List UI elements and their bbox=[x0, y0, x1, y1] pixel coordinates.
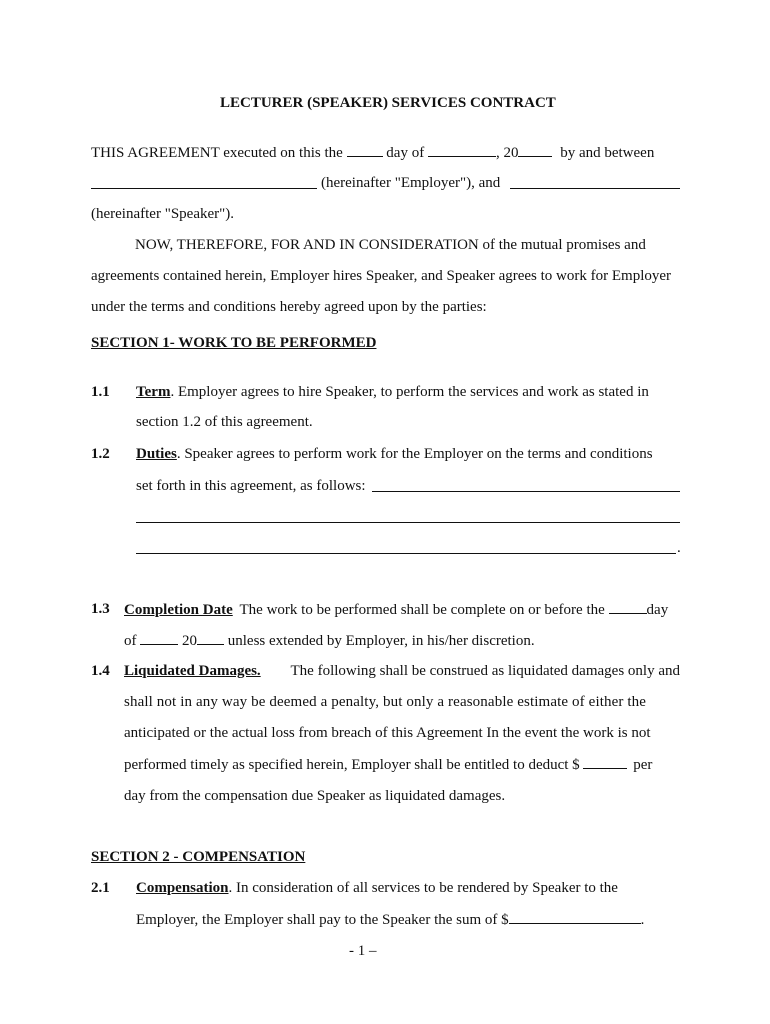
consideration-text-1: NOW, THEREFORE, FOR AND IN CONSIDERATION of the mutual promises and bbox=[135, 237, 646, 253]
compensation-amount-blank[interactable] bbox=[509, 910, 641, 924]
compensation-label: Compensation bbox=[136, 880, 229, 896]
consideration-text-2: agreements contained herein, Employer hires Speaker, and Speaker agrees to work for Employer bbox=[91, 268, 672, 284]
intro-line-2: (hereinafter "Employer"), and bbox=[321, 175, 501, 191]
section-1-2-number: 1.2 bbox=[91, 446, 110, 462]
employer-name-blank[interactable] bbox=[91, 188, 317, 189]
section-1-1-line-1 bbox=[136, 383, 649, 401]
duties-period: . bbox=[677, 540, 681, 556]
intro-text-c: , 20 bbox=[495, 145, 519, 161]
section-1-3-line-2 bbox=[124, 631, 535, 650]
deduct-amount-blank[interactable] bbox=[583, 755, 627, 769]
section-1-1-line-2: section 1.2 of this agreement. bbox=[136, 414, 313, 430]
compensation-period: . bbox=[640, 912, 645, 928]
section-1-4-line-5: day from the compensation due Speaker as liquidated damages. bbox=[124, 788, 506, 804]
consideration-line-3: under the terms and conditions hereby agreed upon by the parties: bbox=[91, 299, 487, 315]
term-text: . Employer agrees to hire Speaker, to perform the services and work as stated in bbox=[170, 384, 649, 400]
section-1-1-number: 1.1 bbox=[91, 384, 110, 400]
deduct-text: performed timely as specified herein, Employer shall be entitled to deduct $ bbox=[124, 757, 580, 773]
compensation-sum-text: Employer, the Employer shall pay to the Speaker the sum of $ bbox=[136, 912, 509, 928]
completion-day-word: day bbox=[646, 602, 669, 618]
section-1-4-number: 1.4 bbox=[91, 663, 110, 679]
section-1-4-line-1 bbox=[124, 662, 680, 680]
consideration-line-2 bbox=[91, 267, 680, 285]
section-1-4-line-2: shall not in any way be deemed a penalty, but only a reasonable estimate of either the bbox=[124, 694, 647, 710]
intro-text-d: by and between bbox=[560, 145, 655, 161]
section-1-4-line-4 bbox=[124, 755, 652, 774]
completion-year-prefix: 20 bbox=[182, 633, 197, 649]
completion-of-word: of bbox=[124, 633, 137, 649]
duties-blank-3[interactable] bbox=[136, 553, 676, 554]
speaker-name-blank[interactable] bbox=[510, 188, 680, 189]
term-label: Term bbox=[136, 384, 171, 400]
document-title: LECTURER (SPEAKER) SERVICES CONTRACT bbox=[220, 95, 556, 111]
section-1-4-line-3: anticipated or the actual loss from breach of this Agreement In the event the work is not bbox=[124, 725, 651, 741]
completion-day-blank[interactable] bbox=[609, 600, 647, 614]
consideration-line-1 bbox=[135, 236, 680, 254]
completion-date-label: Completion Date bbox=[124, 602, 233, 618]
completion-year-blank[interactable] bbox=[197, 631, 224, 645]
day-blank[interactable] bbox=[347, 143, 383, 157]
section-1-2-line-1 bbox=[136, 445, 653, 463]
completion-text-end: unless extended by Employer, in his/her discretion. bbox=[227, 633, 535, 649]
deduct-per: per bbox=[633, 757, 653, 773]
year-blank[interactable] bbox=[518, 143, 552, 157]
section-2-1-number: 2.1 bbox=[91, 880, 110, 896]
section-1-3-line-1 bbox=[124, 600, 668, 619]
intro-text-a: THIS AGREEMENT executed on this the bbox=[91, 145, 343, 161]
liquidated-damages-text-1: The following shall be construed as liquidated damages only and bbox=[290, 663, 680, 679]
section-2-heading: SECTION 2 - COMPENSATION bbox=[91, 849, 306, 865]
section-1-heading: SECTION 1- WORK TO BE PERFORMED bbox=[91, 335, 377, 351]
page-number: - 1 – bbox=[349, 943, 377, 959]
duties-text: . Speaker agrees to perform work for the Employer on the terms and conditions bbox=[176, 446, 653, 462]
section-2-1-line-2 bbox=[136, 910, 644, 929]
duties-blank-1[interactable] bbox=[372, 491, 680, 492]
liquidated-damages-label: Liquidated Damages. bbox=[124, 663, 261, 679]
compensation-text: . In consideration of all services to be rendered by Speaker to the bbox=[228, 880, 618, 896]
month-blank[interactable] bbox=[428, 143, 496, 157]
intro-line-3: (hereinafter "Speaker"). bbox=[91, 206, 234, 222]
section-1-2-line-2: set forth in this agreement, as follows: bbox=[136, 478, 366, 494]
intro-line-1 bbox=[91, 143, 654, 162]
duties-label: Duties bbox=[136, 446, 177, 462]
section-1-3-number: 1.3 bbox=[91, 601, 110, 617]
section-2-1-line-1 bbox=[136, 879, 618, 897]
completion-month-blank[interactable] bbox=[140, 631, 178, 645]
completion-date-text: The work to be performed shall be complete on or before the bbox=[239, 602, 605, 618]
intro-text-b: day of bbox=[386, 145, 425, 161]
duties-blank-2[interactable] bbox=[136, 522, 680, 523]
